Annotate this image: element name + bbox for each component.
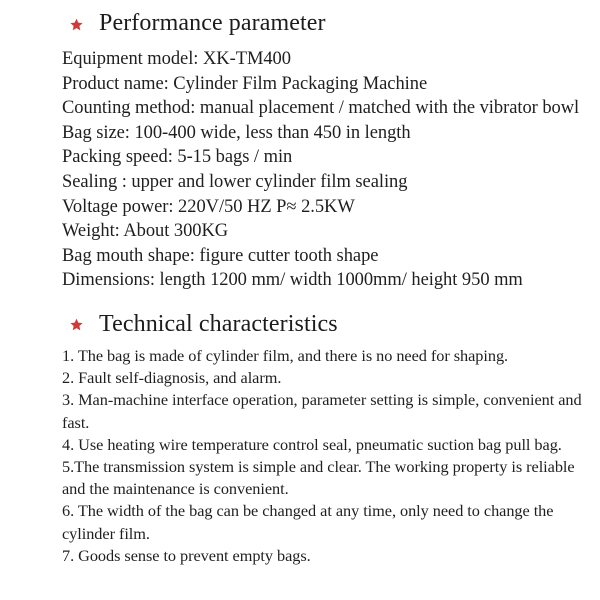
list-item: 6. The width of the bag can be changed at any time, only need to change the cylinder film. xyxy=(62,501,554,543)
list-item: 1. The bag is made of cylinder film, and there is no need for shaping. xyxy=(62,345,509,365)
page-title-technical: Technical characteristics xyxy=(99,310,338,337)
spec-line-sealing: Sealing : upper and lower cylinder film sealing xyxy=(62,171,408,192)
spec-line-voltage-power: Voltage power: 220V/50 HZ P≈ 2.5KW xyxy=(62,196,355,217)
list-item: 5.The transmission system is simple and clear. The working property is reliable and the maintenance is convenient. xyxy=(62,456,575,499)
spec-line-dimensions: Dimensions: length 1200 mm/ width 1000mm/ height 950 mm xyxy=(62,270,523,291)
spec-line-weight: Weight: About 300KG xyxy=(62,221,229,242)
red-star-icon xyxy=(70,318,83,331)
spec-line-equipment-model: Equipment model: XK-TM400 xyxy=(62,49,291,69)
section-heading-technical xyxy=(0,309,600,339)
technical-characteristics-list xyxy=(0,345,600,567)
page-title-performance: Performance parameter xyxy=(99,10,326,36)
spec-line-packing-speed: Packing speed: 5-15 bags / min xyxy=(62,147,293,168)
list-item: 3. Man-machine interface operation, parameter setting is simple, convenient and fast. xyxy=(62,390,582,432)
list-item: 2. Fault self-diagnosis, and alarm. xyxy=(62,368,282,388)
performance-parameter-list xyxy=(0,47,600,293)
spec-line-counting-method: Counting method: manual placement / matched with the vibrator bowl xyxy=(62,98,580,119)
section-heading-performance xyxy=(0,8,600,38)
spec-line-bag-size: Bag size: 100-400 wide, less than 450 in length xyxy=(62,122,411,143)
list-item: 4. Use heating wire temperature control seal, pneumatic suction bag pull bag. xyxy=(62,434,562,454)
spec-line-product-name: Product name: Cylinder Film Packaging Machine xyxy=(62,73,428,94)
red-star-icon xyxy=(70,18,83,31)
spec-line-bag-mouth-shape: Bag mouth shape: figure cutter tooth shape xyxy=(62,245,379,266)
list-item: 7. Goods sense to prevent empty bags. xyxy=(62,545,311,565)
